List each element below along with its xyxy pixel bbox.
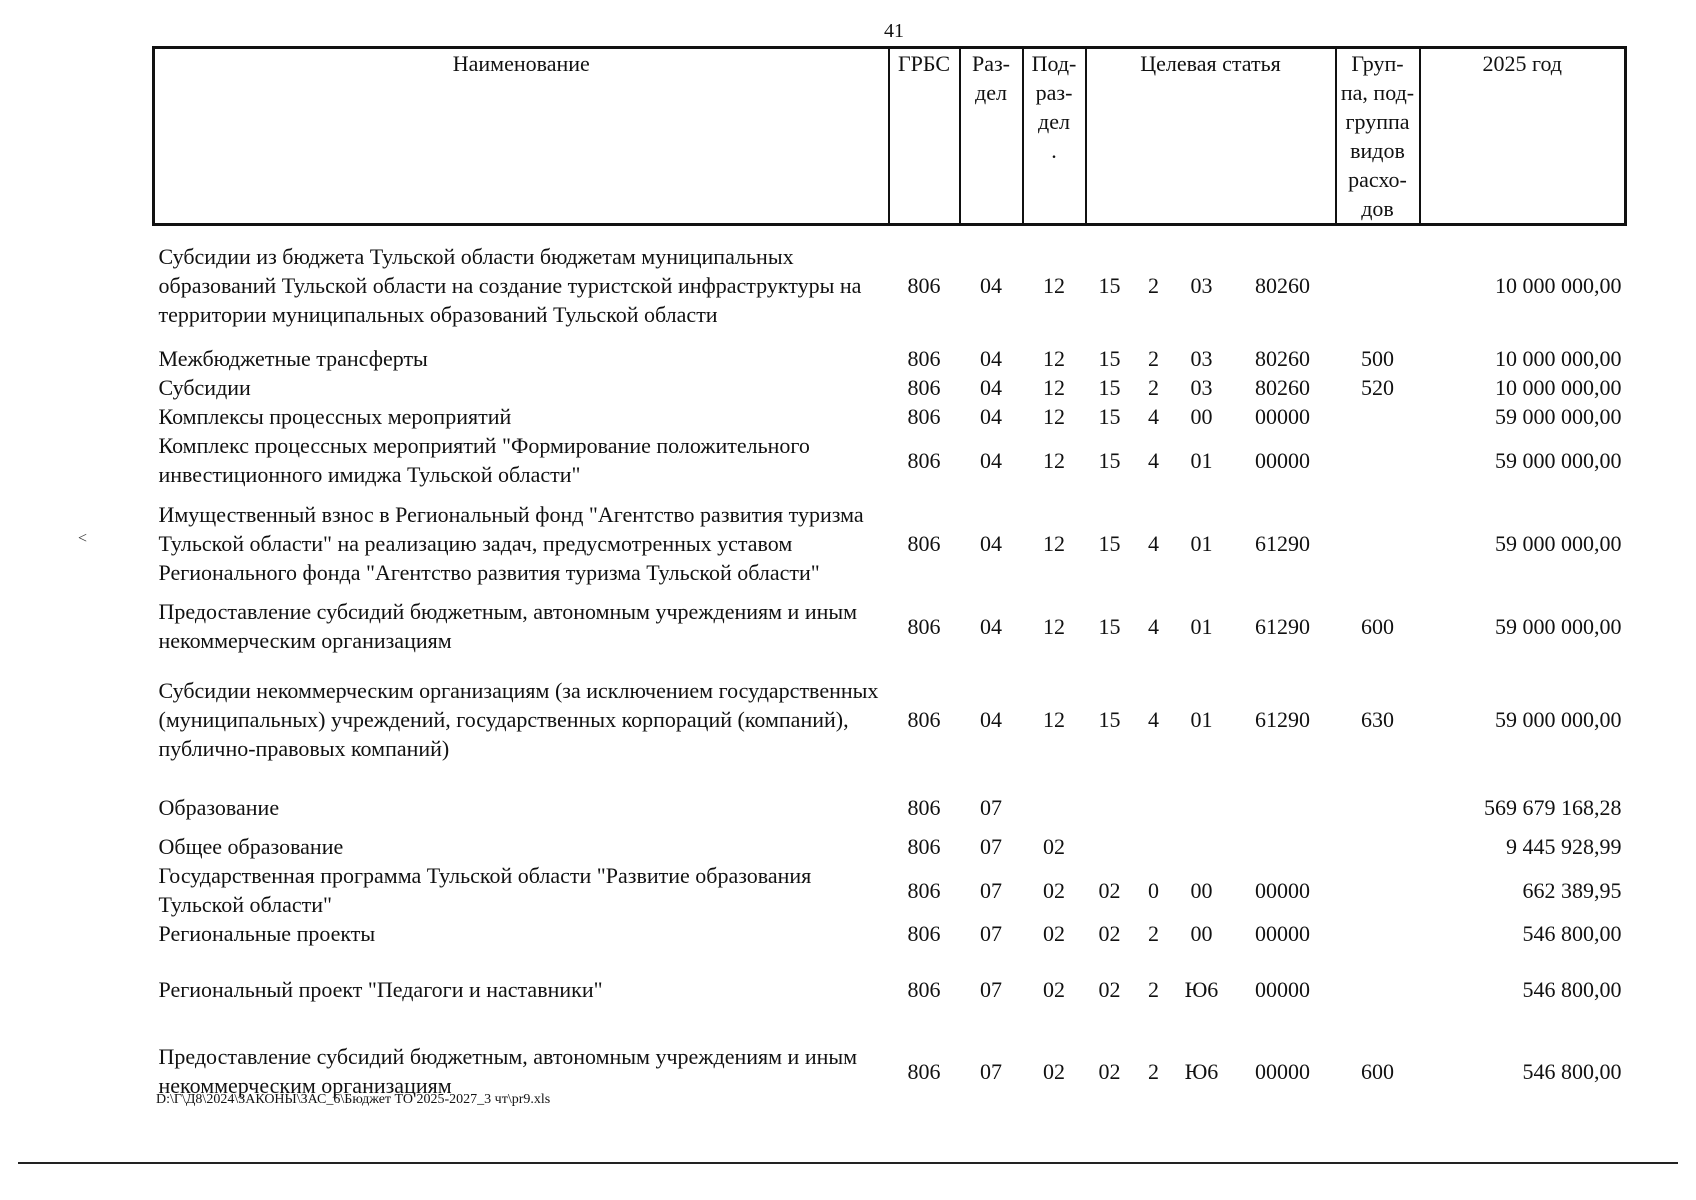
row-expense-group <box>1336 225 1420 345</box>
row-target-type: 4 <box>1148 447 1159 473</box>
row-grbs: 806 <box>907 1058 941 1084</box>
row-podrazdel: 02 <box>1043 834 1065 859</box>
row-target-structure: 00 <box>1190 404 1213 429</box>
row-target-type <box>1134 832 1174 861</box>
row-target-type: 2 <box>1148 346 1159 371</box>
row-podrazdel <box>1023 783 1086 832</box>
table-row <box>154 919 1626 948</box>
header-year-2025: 2025 год <box>1420 48 1626 225</box>
header-name: Наименование <box>154 48 889 225</box>
table-header-row <box>154 48 1626 225</box>
row-target-program: 02 <box>1098 921 1121 946</box>
row-expense-group <box>1336 919 1420 948</box>
row-name: Предоставление субсидий бюджетным, автономным учреждениям и иным некоммерческим организациям <box>158 1044 858 1098</box>
header-podrazdel: Под- раз- дел . <box>1023 48 1086 225</box>
row-name: Комплексы процессных мероприятий <box>158 404 512 429</box>
row-target-direction: 61290 <box>1255 530 1310 556</box>
row-target-structure: 03 <box>1190 346 1213 371</box>
row-target-type: 4 <box>1148 613 1159 639</box>
row-podrazdel: 02 <box>1043 921 1065 946</box>
row-target-direction: 61290 <box>1255 613 1310 639</box>
table-row <box>154 431 1626 489</box>
row-expense-group: 600 <box>1361 1058 1394 1084</box>
margin-mark: ˂ <box>78 530 88 547</box>
row-expense-group: 600 <box>1361 613 1394 639</box>
table-row <box>154 597 1626 655</box>
row-expense-group <box>1336 402 1420 431</box>
row-name: Субсидии из бюджета Тульской области бюджетам муниципальных образований Тульской области на создание туристской инфраструктуры на территории муниципальных образований Тульской области <box>158 243 862 327</box>
row-expense-group <box>1336 783 1420 832</box>
header-target-article: Целевая статья <box>1086 48 1336 225</box>
row-podrazdel: 12 <box>1043 530 1065 556</box>
row-grbs: 806 <box>907 272 941 298</box>
row-grbs: 806 <box>907 530 941 556</box>
table-row <box>154 225 1626 345</box>
row-target-structure: 01 <box>1190 530 1213 556</box>
row-podrazdel: 02 <box>1043 1058 1065 1084</box>
row-expense-group <box>1336 489 1420 597</box>
file-path: D:\Г\Д8\2024\ЗАКОНЫ\ЗАС_6\Бюджет ТО 2025-2027_3 чт\pr9.xls <box>156 1092 551 1107</box>
row-target-type: 2 <box>1148 375 1159 400</box>
row-name: Комплекс процессных мероприятий "Формирование положительного инвестиционного имиджа Тульской области" <box>158 433 810 487</box>
table-row <box>154 373 1626 402</box>
row-target-program: 15 <box>1098 346 1121 371</box>
row-grbs: 806 <box>907 447 941 473</box>
row-name: Региональный проект "Педагоги и наставники" <box>158 976 603 1002</box>
row-target-structure: Ю6 <box>1184 1058 1219 1084</box>
row-target-structure: 00 <box>1190 921 1213 946</box>
row-target-program: 15 <box>1098 530 1121 556</box>
row-podrazdel: 02 <box>1043 877 1065 903</box>
row-target-structure <box>1174 783 1230 832</box>
row-razdel: 04 <box>980 346 1002 371</box>
row-grbs: 806 <box>907 375 941 400</box>
row-razdel: 04 <box>980 530 1002 556</box>
row-name: Субсидии некоммерческим организациям (за исключением государственных (муниципальных) учреждений, государственных корпораций (компаний), публично-правовых компаний) <box>158 677 879 761</box>
row-razdel: 04 <box>980 272 1002 298</box>
row-grbs: 806 <box>907 834 941 859</box>
row-name: Субсидии <box>158 375 251 400</box>
row-podrazdel: 12 <box>1043 375 1065 400</box>
row-target-program: 02 <box>1098 1058 1121 1084</box>
row-grbs: 806 <box>907 921 941 946</box>
row-expense-group <box>1336 431 1420 489</box>
row-razdel: 04 <box>980 613 1002 639</box>
row-grbs: 806 <box>907 795 941 820</box>
row-amount-2025: 546 800,00 <box>1522 921 1622 946</box>
row-razdel: 07 <box>980 976 1002 1002</box>
table-row <box>154 655 1626 783</box>
row-name: Межбюджетные трансферты <box>158 346 428 371</box>
row-amount-2025: 10 000 000,00 <box>1495 346 1622 371</box>
row-target-program: 02 <box>1098 976 1121 1002</box>
row-target-structure: 01 <box>1190 613 1213 639</box>
row-target-direction <box>1230 783 1336 832</box>
row-target-program: 15 <box>1098 404 1121 429</box>
table-row <box>154 861 1626 919</box>
row-target-direction: 00000 <box>1255 976 1310 1002</box>
page-number: 41 <box>884 20 904 42</box>
row-target-type <box>1134 783 1174 832</box>
row-target-direction: 00000 <box>1255 447 1310 473</box>
row-podrazdel: 12 <box>1043 272 1065 298</box>
row-target-program <box>1086 783 1134 832</box>
row-target-program: 15 <box>1098 706 1121 732</box>
row-grbs: 806 <box>907 404 941 429</box>
row-target-direction: 80260 <box>1255 346 1310 371</box>
row-razdel: 04 <box>980 706 1002 732</box>
row-podrazdel: 02 <box>1043 976 1065 1002</box>
row-amount-2025: 10 000 000,00 <box>1495 375 1622 400</box>
row-razdel: 07 <box>980 834 1002 859</box>
row-amount-2025: 59 000 000,00 <box>1495 404 1622 429</box>
row-amount-2025: 59 000 000,00 <box>1495 530 1622 556</box>
table-row <box>154 783 1626 832</box>
row-name: Государственная программа Тульской области "Развитие образования Тульской области" <box>158 863 812 917</box>
table-row <box>154 489 1626 597</box>
row-target-structure: 03 <box>1190 272 1213 298</box>
table-row <box>154 344 1626 373</box>
row-target-direction: 80260 <box>1255 375 1310 400</box>
row-target-structure <box>1174 832 1230 861</box>
row-grbs: 806 <box>907 706 941 732</box>
row-expense-group <box>1336 861 1420 919</box>
row-name: Предоставление субсидий бюджетным, автономным учреждениям и иным некоммерческим организациям <box>158 599 858 653</box>
row-target-structure: 01 <box>1190 447 1213 473</box>
row-name: Имущественный взнос в Региональный фонд "Агентство развития туризма Тульской области" на реализацию задач, предусмотренных уставом Регионального фонда "Агентство развития туризма Тульской области" <box>158 501 864 585</box>
table-row <box>154 402 1626 431</box>
table-row <box>154 832 1626 861</box>
row-target-type: 0 <box>1148 877 1159 903</box>
table-row <box>154 948 1626 1030</box>
row-podrazdel: 12 <box>1043 706 1065 732</box>
row-razdel: 07 <box>980 921 1002 946</box>
row-target-program <box>1086 832 1134 861</box>
row-amount-2025: 10 000 000,00 <box>1495 272 1622 298</box>
header-expense-group: Груп- па, под- группа видов расхо- дов <box>1336 48 1420 225</box>
row-amount-2025: 59 000 000,00 <box>1495 447 1622 473</box>
row-podrazdel: 12 <box>1043 404 1065 429</box>
row-grbs: 806 <box>907 613 941 639</box>
row-target-type: 4 <box>1148 530 1159 556</box>
row-target-type: 2 <box>1148 1058 1159 1084</box>
row-target-direction: 00000 <box>1255 877 1310 903</box>
row-name: Региональные проекты <box>158 921 376 946</box>
row-podrazdel: 12 <box>1043 447 1065 473</box>
row-target-type: 2 <box>1148 921 1159 946</box>
header-razdel: Раз- дел <box>960 48 1023 225</box>
row-target-direction: 00000 <box>1255 1058 1310 1084</box>
row-target-program: 15 <box>1098 375 1121 400</box>
row-amount-2025: 59 000 000,00 <box>1495 613 1622 639</box>
row-razdel: 04 <box>980 375 1002 400</box>
row-amount-2025: 546 800,00 <box>1522 976 1622 1002</box>
row-target-structure: 00 <box>1190 877 1213 903</box>
row-podrazdel: 12 <box>1043 613 1065 639</box>
row-target-type: 4 <box>1148 404 1159 429</box>
row-amount-2025: 569 679 168,28 <box>1484 795 1622 820</box>
row-expense-group <box>1336 832 1420 861</box>
row-expense-group: 630 <box>1361 706 1394 732</box>
row-amount-2025: 546 800,00 <box>1522 1058 1622 1084</box>
row-target-direction: 00000 <box>1255 404 1310 429</box>
row-razdel: 04 <box>980 404 1002 429</box>
row-podrazdel: 12 <box>1043 346 1065 371</box>
row-name: Общее образование <box>158 834 344 859</box>
row-expense-group: 520 <box>1361 375 1394 400</box>
row-target-structure: 03 <box>1190 375 1213 400</box>
row-expense-group <box>1336 948 1420 1030</box>
budget-table <box>152 46 1627 1112</box>
header-grbs: ГРБС <box>889 48 960 225</box>
bottom-divider <box>18 1162 1678 1164</box>
row-name: Образование <box>158 795 280 820</box>
row-amount-2025: 9 445 928,99 <box>1506 834 1622 859</box>
row-target-program: 15 <box>1098 613 1121 639</box>
table-body <box>154 225 1626 1113</box>
row-razdel: 04 <box>980 447 1002 473</box>
row-grbs: 806 <box>907 877 941 903</box>
row-target-direction: 00000 <box>1255 921 1310 946</box>
row-razdel: 07 <box>980 877 1002 903</box>
row-razdel: 07 <box>980 795 1002 820</box>
row-target-program: 02 <box>1098 877 1121 903</box>
row-target-program: 15 <box>1098 447 1121 473</box>
row-target-type: 2 <box>1148 976 1159 1002</box>
row-target-structure: 01 <box>1190 706 1213 732</box>
row-target-type: 2 <box>1148 272 1159 298</box>
row-amount-2025: 662 389,95 <box>1522 877 1622 903</box>
row-target-program: 15 <box>1098 272 1121 298</box>
row-target-type: 4 <box>1148 706 1159 732</box>
row-grbs: 806 <box>907 976 941 1002</box>
row-target-direction <box>1230 832 1336 861</box>
row-target-structure: Ю6 <box>1184 976 1219 1002</box>
row-target-direction: 80260 <box>1255 272 1310 298</box>
row-target-direction: 61290 <box>1255 706 1310 732</box>
row-expense-group: 500 <box>1361 346 1394 371</box>
row-grbs: 806 <box>907 346 941 371</box>
row-amount-2025: 59 000 000,00 <box>1495 706 1622 732</box>
row-razdel: 07 <box>980 1058 1002 1084</box>
